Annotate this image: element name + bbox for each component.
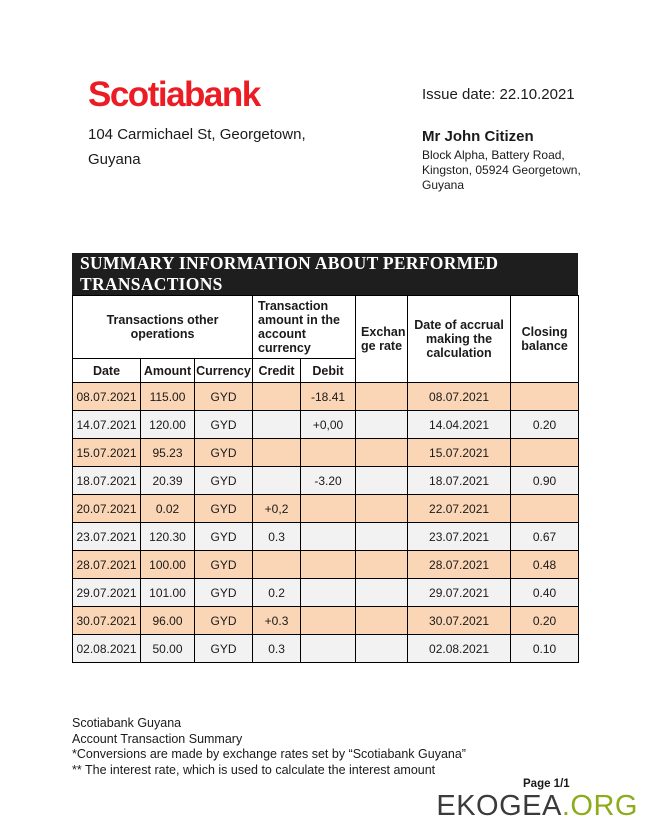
- column-header-debit: Debit: [301, 359, 356, 383]
- cell-credit: 0.3: [253, 523, 301, 551]
- column-header-accrual-date: Date of accrual making the calculation: [408, 296, 511, 383]
- cell-currency: GYD: [195, 579, 253, 607]
- group-header-transactions: Transactions other operations: [73, 296, 253, 359]
- cell-closing-balance: [511, 383, 579, 411]
- table-row: [73, 411, 579, 439]
- cell-credit: [253, 383, 301, 411]
- recipient-address: [422, 148, 632, 193]
- watermark-green-text: .ORG: [561, 790, 638, 822]
- cell-debit: [301, 495, 356, 523]
- cell-date: 18.07.2021: [73, 467, 141, 495]
- cell-accrual-date: 14.04.2021: [408, 411, 511, 439]
- cell-accrual-date: 23.07.2021: [408, 523, 511, 551]
- bank-address-line1: 104 Carmichael St, Georgetown,: [88, 126, 306, 143]
- table-row: [73, 551, 579, 579]
- cell-closing-balance: 0.10: [511, 635, 579, 663]
- footer-note-line: ** The interest rate, which is used to calculate the interest amount: [72, 762, 436, 777]
- cell-credit: 0.3: [253, 635, 301, 663]
- cell-closing-balance: [511, 439, 579, 467]
- cell-exchange-rate: [356, 383, 408, 411]
- recipient-address-line: Kingston, 05924 Georgetown,: [422, 163, 581, 177]
- cell-date: 14.07.2021: [73, 411, 141, 439]
- recipient-address-line: Guyana: [422, 178, 465, 192]
- cell-debit: [301, 635, 356, 663]
- cell-closing-balance: [511, 495, 579, 523]
- recipient-name: Mr John Citizen: [422, 128, 534, 145]
- cell-amount: 0.02: [141, 495, 195, 523]
- footer-notes: [72, 716, 466, 778]
- cell-currency: GYD: [195, 467, 253, 495]
- cell-closing-balance: 0.40: [511, 579, 579, 607]
- bank-identity-block: [88, 76, 306, 172]
- table-row: [73, 579, 579, 607]
- cell-credit: [253, 411, 301, 439]
- cell-amount: 96.00: [141, 607, 195, 635]
- scotiabank-logo: Scotiabank: [88, 75, 260, 114]
- cell-currency: GYD: [195, 383, 253, 411]
- cell-closing-balance: 0.67: [511, 523, 579, 551]
- cell-accrual-date: 15.07.2021: [408, 439, 511, 467]
- cell-amount: 100.00: [141, 551, 195, 579]
- cell-currency: GYD: [195, 439, 253, 467]
- column-header-closing-balance: Closing balance: [511, 296, 579, 383]
- table-row: [73, 635, 579, 663]
- cell-debit: +0,00: [301, 411, 356, 439]
- cell-date: 29.07.2021: [73, 579, 141, 607]
- cell-currency: GYD: [195, 523, 253, 551]
- bank-address: [88, 122, 306, 172]
- cell-exchange-rate: [356, 635, 408, 663]
- cell-currency: GYD: [195, 495, 253, 523]
- cell-debit: -3.20: [301, 467, 356, 495]
- table-row: [73, 439, 579, 467]
- cell-credit: +0.3: [253, 607, 301, 635]
- transactions-table-section: [72, 253, 578, 663]
- footer-note-line: *Conversions are made by exchange rates set by “Scotiabank Guyana”: [72, 747, 466, 761]
- issue-date: Issue date: 22.10.2021: [422, 86, 575, 103]
- cell-accrual-date: 18.07.2021: [408, 467, 511, 495]
- cell-debit: [301, 607, 356, 635]
- cell-amount: 101.00: [141, 579, 195, 607]
- cell-credit: +0,2: [253, 495, 301, 523]
- cell-debit: -18.41: [301, 383, 356, 411]
- cell-date: 20.07.2021: [73, 495, 141, 523]
- cell-credit: 0.2: [253, 579, 301, 607]
- cell-closing-balance: 0.20: [511, 411, 579, 439]
- table-row: [73, 523, 579, 551]
- cell-currency: GYD: [195, 607, 253, 635]
- cell-amount: 120.30: [141, 523, 195, 551]
- cell-closing-balance: 0.20: [511, 607, 579, 635]
- cell-amount: 115.00: [141, 383, 195, 411]
- table-row: [73, 383, 579, 411]
- cell-exchange-rate: [356, 523, 408, 551]
- column-header-credit: Credit: [253, 359, 301, 383]
- cell-date: 28.07.2021: [73, 551, 141, 579]
- cell-date: 08.07.2021: [73, 383, 141, 411]
- column-header-date: Date: [73, 359, 141, 383]
- cell-accrual-date: 28.07.2021: [408, 551, 511, 579]
- group-header-amount-in-currency: Transaction amount in the account currency: [253, 296, 356, 359]
- cell-accrual-date: 29.07.2021: [408, 579, 511, 607]
- cell-exchange-rate: [356, 495, 408, 523]
- table-row: [73, 495, 579, 523]
- cell-closing-balance: 0.90: [511, 467, 579, 495]
- column-header-exchange-rate: Exchan ge rate: [356, 296, 408, 383]
- cell-date: 02.08.2021: [73, 635, 141, 663]
- cell-accrual-date: 30.07.2021: [408, 607, 511, 635]
- column-header-amount: Amount: [141, 359, 195, 383]
- cell-currency: GYD: [195, 411, 253, 439]
- cell-amount: 95.23: [141, 439, 195, 467]
- table-title-banner: SUMMARY INFORMATION ABOUT PERFORMED TRANSACTIONS: [72, 253, 578, 295]
- cell-currency: GYD: [195, 551, 253, 579]
- watermark-dark-text: EKOGEA: [436, 790, 562, 822]
- cell-amount: 50.00: [141, 635, 195, 663]
- recipient-address-line: Block Alpha, Battery Road,: [422, 148, 565, 162]
- cell-exchange-rate: [356, 439, 408, 467]
- cell-accrual-date: 02.08.2021: [408, 635, 511, 663]
- cell-accrual-date: 08.07.2021: [408, 383, 511, 411]
- cell-date: 15.07.2021: [73, 439, 141, 467]
- footer-note-line: Account Transaction Summary: [72, 731, 243, 746]
- footer-note-line: Scotiabank Guyana: [72, 716, 182, 730]
- cell-amount: 120.00: [141, 411, 195, 439]
- ekogea-watermark: [436, 790, 638, 823]
- cell-debit: [301, 551, 356, 579]
- table-row: [73, 467, 579, 495]
- cell-closing-balance: 0.48: [511, 551, 579, 579]
- cell-credit: [253, 467, 301, 495]
- cell-debit: [301, 439, 356, 467]
- cell-exchange-rate: [356, 579, 408, 607]
- table-row: [73, 607, 579, 635]
- cell-currency: GYD: [195, 635, 253, 663]
- column-header-currency: Currency: [195, 359, 253, 383]
- issue-recipient-block: [422, 86, 632, 193]
- cell-accrual-date: 22.07.2021: [408, 495, 511, 523]
- cell-debit: [301, 523, 356, 551]
- cell-exchange-rate: [356, 411, 408, 439]
- cell-date: 30.07.2021: [73, 607, 141, 635]
- page-number: Page 1/1: [523, 778, 570, 790]
- cell-credit: [253, 439, 301, 467]
- cell-date: 23.07.2021: [73, 523, 141, 551]
- cell-debit: [301, 579, 356, 607]
- cell-credit: [253, 551, 301, 579]
- cell-amount: 20.39: [141, 467, 195, 495]
- cell-exchange-rate: [356, 551, 408, 579]
- cell-exchange-rate: [356, 607, 408, 635]
- bank-address-line2: Guyana: [88, 151, 141, 168]
- cell-exchange-rate: [356, 467, 408, 495]
- transactions-table: [72, 295, 579, 663]
